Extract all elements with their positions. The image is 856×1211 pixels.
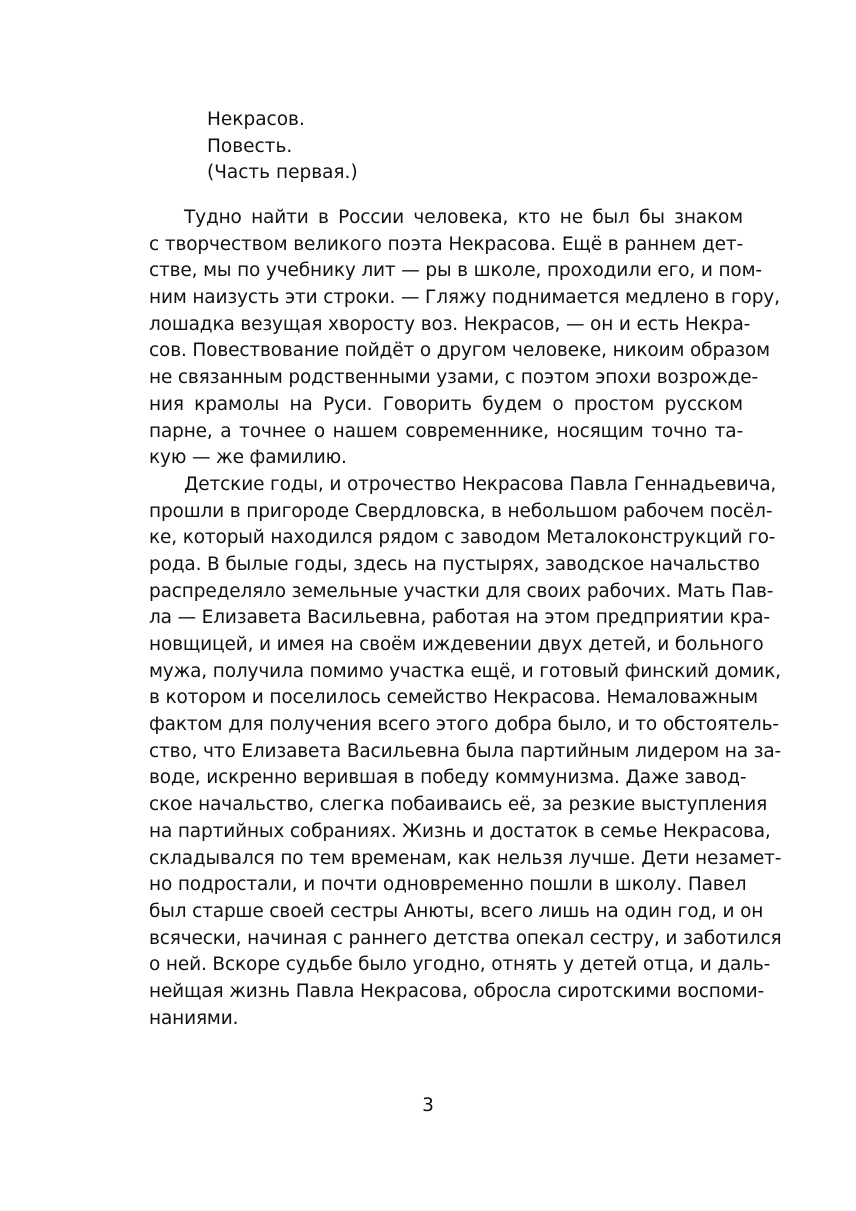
paragraph-2-line: распределяло земельные участки для своих рабочих. Мать Пав-	[149, 580, 774, 602]
title-block	[207, 107, 358, 187]
page-number: 3	[422, 1095, 434, 1116]
paragraph-1-line: стве, мы по учебнику лит — ры в школе, проходили его, и пом-	[149, 260, 762, 282]
paragraph-2-line: складывался по тем временам, как нельзя лучше. Дети незамет-	[149, 847, 782, 869]
paragraph-1-line: не связанным родственными узами, с поэтом эпохи возрожде-	[149, 367, 759, 389]
paragraph-2-line: воде, искренно верившая в победу коммунизма. Даже завод-	[149, 767, 747, 789]
paragraph-2-line: был старше своей сестры Анюты, всего лишь на один год, и он	[149, 900, 764, 922]
title-part: (Часть первая.)	[207, 162, 358, 183]
paragraph-2-line: прошли в пригороде Свердловска, в небольшом рабочем посёл-	[149, 500, 773, 522]
paragraph-2-line: новщицей, и имея на своём иждевении двух детей, и больного	[149, 634, 764, 655]
paragraph-2-line: рода. В былые годы, здесь на пустырях, заводское начальство	[149, 553, 760, 575]
paragraph-2-line: ство, что Елизавета Васильевна была партийным лидером на за-	[149, 740, 782, 762]
paragraph-1-line: с творчеством великого поэта Некрасова. Ещё в раннем дет-	[149, 233, 743, 255]
paragraph-2-line: нейщая жизнь Павла Некрасова, обросла сиротскими воспоми-	[149, 980, 765, 1002]
paragraph-2-line: в котором и поселилось семейство Некрасова. Немаловажным	[149, 687, 758, 709]
body-text	[149, 205, 782, 1032]
paragraph-2-line: но подростали, и почти одновременно пошли в школу. Павел	[149, 874, 747, 896]
paragraph-2-line: Детские годы, и отрочество Некрасова Павла Геннадьевича,	[184, 473, 777, 495]
title-genre: Повесть.	[207, 135, 293, 157]
paragraph-1-line: ния крамолы на Руси. Говорить будем о простом русском	[149, 393, 743, 415]
paragraph-2-line: ке, который находился рядом с заводом Металоконструкций го-	[149, 527, 776, 549]
paragraph-2-line: всячески, начиная с раннего детства опекал сестру, и заботился	[149, 927, 782, 949]
paragraph-2-line: фактом для получения всего этого добра было, и то обстоятель-	[149, 714, 779, 736]
paragraph-1-line: Тудно найти в России человека, кто не был бы знаком	[184, 207, 743, 228]
paragraph-2-line: о ней. Вскоре судьбе было угодно, отнять у детей отца, и даль-	[149, 954, 771, 976]
paragraph-2-line: ское начальство, слегка побаиваись её, за резкие выступления	[149, 794, 768, 816]
paragraph-2-line: мужа, получила помимо участка ещё, и готовый финский домик,	[149, 660, 781, 682]
paragraph-2-line: наниями.	[149, 1007, 239, 1029]
paragraph-1-line: ним наизусть эти строки. — Гляжу поднимается медлено в гору,	[149, 287, 780, 309]
paragraph-1-line: кую — же фамилию.	[149, 447, 347, 469]
paragraph-2-line: ла — Елизавета Васильевна, работая на этом предприятии кра-	[149, 607, 770, 629]
paragraph-1-line: парне, а точнее о нашем современнике, носящим точно та-	[149, 420, 743, 442]
paragraph-2-line: на партийных собраниях. Жизнь и достаток в семье Некрасова,	[149, 820, 771, 842]
title-author: Некрасов.	[207, 109, 305, 130]
paragraph-1-line: лошадка везущая хворосту воз. Некрасов, — он и есть Некра-	[149, 313, 751, 335]
paragraph-1-line: сов. Повествование пойдёт о другом человеке, никоим образом	[149, 340, 770, 362]
